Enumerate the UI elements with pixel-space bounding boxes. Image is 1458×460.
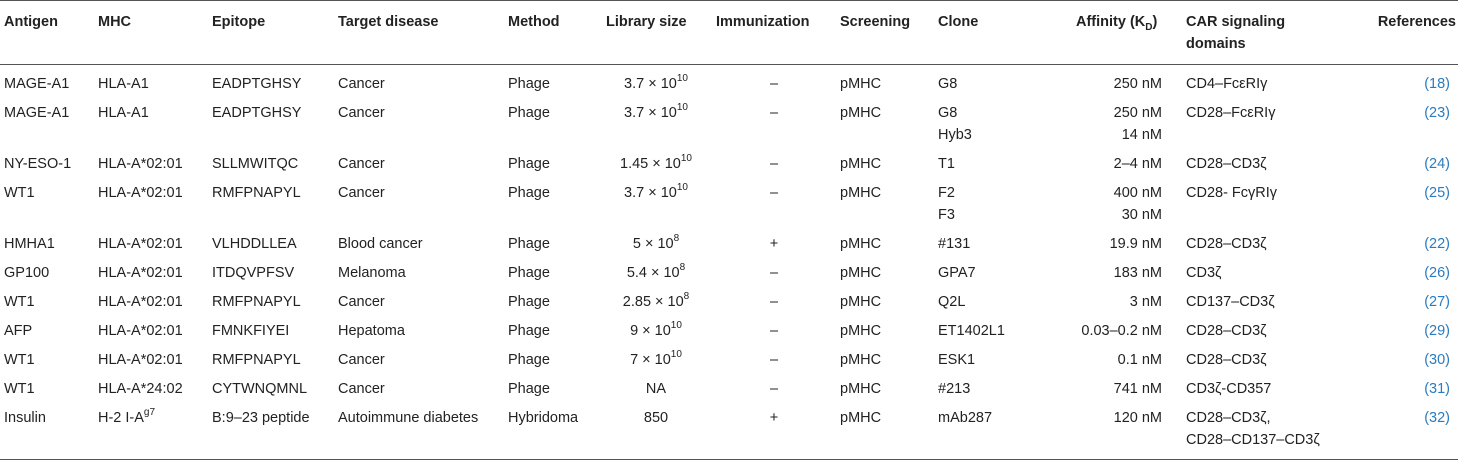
- cell-mhc: HLA-A1: [98, 105, 149, 121]
- cell-mhc: H-2 $I-A^{g7}$: [94, 404, 208, 460]
- cell-screening: pMHC: [840, 381, 882, 397]
- car-line: CD28–CD137–CD3ζ: [1186, 432, 1320, 448]
- cell-car-domains: [1182, 179, 1342, 230]
- cell-library-size: NA: [645, 381, 667, 397]
- cell-screening: pMHC: [840, 323, 882, 339]
- cell-mhc: HLA-A*02:01: [98, 352, 183, 368]
- clone-line: G8: [938, 76, 958, 92]
- car-line: CD3ζ-CD357: [1186, 381, 1272, 397]
- table-row: [0, 259, 1458, 288]
- cell-library-size: $3.7 \times 10^{10}$: [624, 73, 688, 92]
- clone-line: ESK1: [938, 352, 976, 368]
- table-row: [0, 404, 1458, 460]
- clone-line: Hyb3: [938, 127, 972, 143]
- cell-car-domains: [1182, 65, 1342, 99]
- car-line: CD3ζ: [1186, 265, 1222, 281]
- cell-antigen: AFP: [4, 323, 33, 339]
- cell-affinity: [1052, 179, 1182, 230]
- cell-clone: [934, 230, 1052, 259]
- cell-epitope: EADPTGHSY: [212, 76, 302, 92]
- cell-immunization: –: [769, 105, 779, 121]
- cell-reference-link[interactable]: (23): [1424, 105, 1450, 121]
- car-line: CD28–CD3ζ: [1186, 156, 1267, 172]
- table-row: [0, 288, 1458, 317]
- cell-library-size: $3.7 \times 10^{10}$: [624, 182, 688, 201]
- cell-car-domains: [1182, 288, 1342, 317]
- car-line: CD28–CD3ζ: [1186, 352, 1267, 368]
- cell-antigen: Insulin: [0, 404, 94, 460]
- cell-mhc: HLA-A*02:01: [98, 323, 183, 339]
- cell-screening: pMHC: [840, 236, 882, 252]
- cell-clone: [934, 99, 1052, 150]
- cell-target-disease: Cancer: [338, 105, 385, 121]
- affinity-line: 0.03–0.2 nM: [1081, 323, 1162, 339]
- cell-antigen: MAGE-A1: [4, 105, 70, 121]
- cell-screening: pMHC: [840, 265, 882, 281]
- header-screening: Screening: [836, 1, 934, 65]
- table-row: [0, 375, 1458, 404]
- car-line: CD28–FcεRIγ: [1186, 105, 1276, 121]
- cell-target-disease: Blood cancer: [338, 236, 423, 252]
- clone-line: Q2L: [938, 294, 966, 310]
- cell-antigen: WT1: [4, 352, 35, 368]
- cell-affinity: [1052, 288, 1182, 317]
- table-row: [0, 150, 1458, 179]
- cell-reference-link[interactable]: (27): [1424, 294, 1450, 310]
- cell-library-size: $1.45 \times 10^{10}$: [620, 153, 692, 172]
- car-line: CD28–CD3ζ: [1186, 236, 1267, 252]
- cell-screening: pMHC: [840, 156, 882, 172]
- cell-immunization: –: [769, 294, 779, 310]
- cell-method: Phage: [508, 185, 550, 201]
- cell-mhc: HLA-A*02:01: [98, 236, 183, 252]
- clone-line: F2: [938, 185, 955, 201]
- cell-car-domains: [1182, 99, 1342, 150]
- cell-affinity: [1052, 317, 1182, 346]
- cell-mhc: HLA-A*24:02: [98, 381, 183, 397]
- cell-affinity: [1052, 230, 1182, 259]
- clone-line: #131: [938, 236, 971, 252]
- cell-mhc: HLA-A*02:01: [98, 265, 183, 281]
- header-car-signaling-domains: CAR signaling domains: [1182, 1, 1342, 65]
- header-mhc: MHC: [94, 1, 208, 65]
- cell-screening: pMHC: [840, 185, 882, 201]
- cell-reference-link[interactable]: (29): [1424, 323, 1450, 339]
- table-row: [0, 179, 1458, 230]
- affinity-line: 183 nM: [1113, 265, 1162, 281]
- clone-line: T1: [938, 156, 955, 172]
- cell-method: Phage: [508, 265, 550, 281]
- cell-immunization: +: [712, 404, 836, 460]
- header-affinity: Affinity $(K_D)$: [1052, 1, 1182, 65]
- cell-antigen: NY-ESO-1: [4, 156, 72, 172]
- cell-immunization: –: [769, 265, 779, 281]
- cell-affinity: [1052, 375, 1182, 404]
- table-row: [0, 99, 1458, 150]
- cell-immunization: –: [769, 156, 779, 172]
- cell-affinity: [1052, 99, 1182, 150]
- car-line: CD28- FcγRIγ: [1186, 185, 1278, 201]
- cell-method: Hybridoma: [504, 404, 600, 460]
- cell-screening: pMHC: [840, 352, 882, 368]
- cell-screening: pMHC: [836, 404, 934, 460]
- cell-target-disease: Cancer: [338, 156, 385, 172]
- affinity-line: 2–4 nM: [1113, 156, 1162, 172]
- cell-library-size: $9 \times 10^{10}$: [630, 320, 682, 339]
- cell-affinity: [1052, 346, 1182, 375]
- cell-method: Phage: [508, 76, 550, 92]
- car-line: CD28–CD3ζ: [1186, 323, 1267, 339]
- cell-clone: [934, 150, 1052, 179]
- affinity-line: 0.1 nM: [1117, 352, 1162, 368]
- cell-method: Phage: [508, 352, 550, 368]
- cell-clone: [934, 375, 1052, 404]
- table-row: [0, 230, 1458, 259]
- cell-library-size: $5.4 \times 10^8$: [626, 262, 686, 281]
- cell-mhc: HLA-A*02:01: [98, 294, 183, 310]
- affinity-line: 14 nM: [1121, 127, 1162, 143]
- cell-target-disease: Hepatoma: [338, 323, 405, 339]
- cell-car-domains: [1182, 317, 1342, 346]
- cell-antigen: HMHA1: [4, 236, 55, 252]
- cell-immunization: –: [769, 352, 779, 368]
- clone-line: ET1402L1: [938, 323, 1005, 339]
- cell-clone: [934, 288, 1052, 317]
- cell-method: Phage: [508, 294, 550, 310]
- cell-epitope: CYTWNQMNL: [212, 381, 308, 397]
- cell-immunization: –: [769, 185, 779, 201]
- cell-target-disease: Melanoma: [338, 265, 406, 281]
- cell-library-size: $3.7 \times 10^{10}$: [624, 102, 688, 121]
- cell-epitope: RMFPNAPYL: [212, 294, 301, 310]
- header-antigen: Antigen: [0, 1, 94, 65]
- cell-reference-link[interactable]: (22): [1424, 236, 1450, 252]
- cell-immunization: –: [769, 381, 779, 397]
- cell-immunization: –: [769, 76, 779, 92]
- cell-antigen: GP100: [4, 265, 50, 281]
- cell-clone: [934, 346, 1052, 375]
- affinity-line: 3 nM: [1129, 294, 1162, 310]
- cell-reference-link[interactable]: (18): [1424, 76, 1450, 92]
- cell-affinity: [1052, 259, 1182, 288]
- table-row: [0, 65, 1458, 99]
- cell-target-disease: Autoimmune diabetes: [334, 404, 504, 460]
- cell-clone: [934, 65, 1052, 99]
- cell-target-disease: Cancer: [338, 185, 385, 201]
- cell-reference-link[interactable]: (30): [1424, 352, 1450, 368]
- cell-mhc: HLA-A1: [98, 76, 149, 92]
- table-body: [0, 65, 1458, 460]
- affinity-line: 120 nM: [1113, 410, 1162, 426]
- cell-reference-link[interactable]: (32): [1342, 404, 1458, 460]
- cell-screening: pMHC: [840, 76, 882, 92]
- header-clone: Clone: [934, 1, 1052, 65]
- cell-car-domains: [1182, 150, 1342, 179]
- cell-epitope: SLLMWITQC: [212, 156, 299, 172]
- affinity-line: 250 nM: [1113, 105, 1162, 121]
- header-references: References: [1342, 1, 1458, 65]
- cell-epitope: RMFPNAPYL: [212, 185, 301, 201]
- affinity-line: 741 nM: [1113, 381, 1162, 397]
- table-row: [0, 346, 1458, 375]
- cell-reference-link[interactable]: (26): [1424, 265, 1450, 281]
- table-row: [0, 317, 1458, 346]
- cell-clone: [934, 179, 1052, 230]
- cell-antigen: MAGE-A1: [4, 76, 70, 92]
- cell-affinity: [1052, 404, 1182, 460]
- cell-target-disease: Cancer: [338, 381, 385, 397]
- cell-epitope: VLHDDLLEA: [212, 236, 297, 252]
- affinity-line: 19.9 nM: [1109, 236, 1162, 252]
- cell-screening: pMHC: [840, 294, 882, 310]
- header-epitope: Epitope: [208, 1, 334, 65]
- cell-mhc: HLA-A*02:01: [98, 156, 183, 172]
- cell-screening: pMHC: [840, 105, 882, 121]
- cell-mhc: HLA-A*02:01: [98, 185, 183, 201]
- cell-library-size: $5 \times 10^8$: [632, 233, 680, 252]
- cell-target-disease: Cancer: [338, 76, 385, 92]
- car-line: CD28–CD3ζ,: [1186, 410, 1271, 426]
- cell-method: Phage: [508, 236, 550, 252]
- cell-library-size: 850: [600, 404, 712, 460]
- clone-line: mAb287: [938, 410, 993, 426]
- cell-car-domains: [1182, 375, 1342, 404]
- cell-epitope: ITDQVPFSV: [212, 265, 295, 281]
- cell-method: Phage: [508, 381, 550, 397]
- cell-car-domains: [1182, 346, 1342, 375]
- cell-epitope: RMFPNAPYL: [212, 352, 301, 368]
- cell-reference-link[interactable]: (31): [1424, 381, 1450, 397]
- cell-clone: [934, 404, 1052, 460]
- cell-immunization: –: [769, 323, 779, 339]
- cell-clone: [934, 259, 1052, 288]
- affinity-line: 30 nM: [1121, 207, 1162, 223]
- affinity-line: 250 nM: [1113, 76, 1162, 92]
- cell-antigen: WT1: [4, 185, 35, 201]
- cell-immunization: +: [769, 236, 779, 252]
- header-method: Method: [504, 1, 600, 65]
- clone-line: GPA7: [938, 265, 976, 281]
- clone-line: G8: [938, 105, 958, 121]
- cell-antigen: WT1: [4, 381, 35, 397]
- cell-method: Phage: [508, 105, 550, 121]
- header-library-size: Library size: [600, 1, 712, 65]
- cell-affinity: [1052, 150, 1182, 179]
- cell-reference-link[interactable]: (25): [1424, 185, 1450, 201]
- cell-epitope: EADPTGHSY: [212, 105, 302, 121]
- cell-target-disease: Cancer: [338, 352, 385, 368]
- header-target-disease: Target disease: [334, 1, 504, 65]
- cell-method: Phage: [508, 323, 550, 339]
- cell-method: Phage: [508, 156, 550, 172]
- cell-car-domains: [1182, 259, 1342, 288]
- cell-epitope: B:9–23 peptide: [208, 404, 334, 460]
- cell-clone: [934, 317, 1052, 346]
- affinity-line: 400 nM: [1113, 185, 1162, 201]
- header-immunization: Immunization: [712, 1, 836, 65]
- cell-library-size: $7 \times 10^{10}$: [630, 349, 682, 368]
- cell-library-size: $2.85 \times 10^8$: [622, 291, 690, 310]
- clone-line: F3: [938, 207, 955, 223]
- cell-target-disease: Cancer: [338, 294, 385, 310]
- cell-car-domains: [1182, 230, 1342, 259]
- clone-line: #213: [938, 381, 971, 397]
- cell-reference-link[interactable]: (24): [1424, 156, 1450, 172]
- cell-car-domains: [1182, 404, 1342, 460]
- car-line: CD4–FcεRIγ: [1186, 76, 1268, 92]
- car-line: CD137–CD3ζ: [1186, 294, 1275, 310]
- cell-epitope: FMNKFIYEI: [212, 323, 290, 339]
- cell-affinity: [1052, 65, 1182, 99]
- cell-antigen: WT1: [4, 294, 35, 310]
- header-row: [0, 1, 1458, 65]
